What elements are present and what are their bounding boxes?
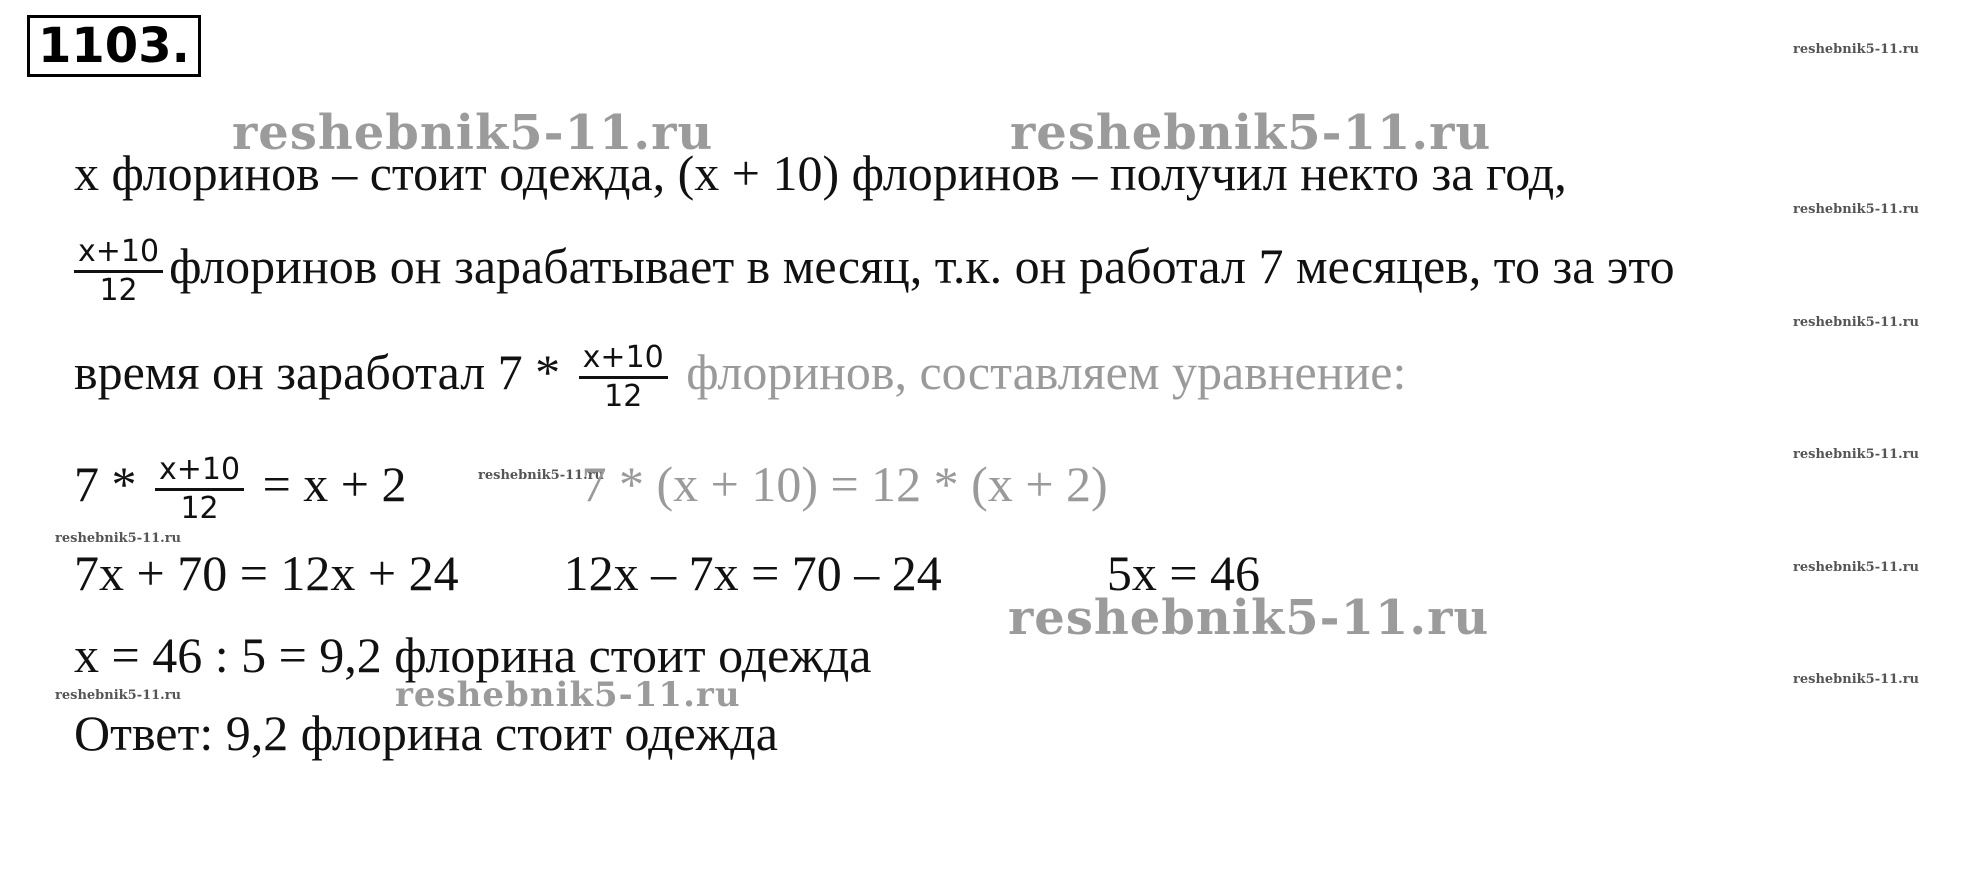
- watermark-small: reshebnik5-11.ru: [55, 688, 182, 703]
- fraction-numerator: x+10: [579, 340, 668, 379]
- watermark-small: reshebnik5-11.ru: [55, 531, 182, 546]
- line-3-prefix: время он заработал 7 *: [74, 343, 561, 400]
- line-3-suffix: флоринов, составляем уравнение:: [686, 343, 1407, 400]
- solution-line-1: x флоринов – стоит одежда, (x + 10) флоринов – получил некто за год,: [74, 145, 1567, 201]
- watermark-big: reshebnik5-11.ru: [395, 675, 741, 715]
- watermark-big: reshebnik5-11.ru: [232, 105, 714, 161]
- watermark-small: reshebnik5-11.ru: [1793, 42, 1920, 57]
- line-2-text: флоринов он зарабатывает в месяц, т.к. он работал 7 месяцев, то за это: [169, 237, 1675, 294]
- solution-line-4: [74, 452, 1108, 527]
- fraction: [155, 452, 244, 527]
- answer-line: Ответ: 9,2 флорина стоит одежда: [74, 705, 778, 761]
- watermark-small: reshebnik5-11.ru: [478, 468, 605, 483]
- solution-line-2: [74, 234, 1675, 309]
- solution-line-3: [74, 340, 1406, 415]
- watermark-small: reshebnik5-11.ru: [1793, 202, 1920, 217]
- watermark-small: reshebnik5-11.ru: [1793, 672, 1920, 687]
- watermark-small: reshebnik5-11.ru: [1793, 315, 1920, 330]
- watermark-big: reshebnik5-11.ru: [1010, 105, 1492, 161]
- line-4-prefix: 7 *: [74, 455, 137, 512]
- watermark-small: reshebnik5-11.ru: [1793, 560, 1920, 575]
- solution-line-5: [74, 543, 1260, 603]
- fraction: [74, 234, 163, 309]
- problem-number: 1103.: [27, 15, 201, 77]
- equation-expand: 7x + 70 = 12x + 24: [74, 545, 459, 601]
- fraction-denominator: 12: [180, 491, 219, 526]
- solution-line-6: x = 46 : 5 = 9,2 флорина стоит одежда: [74, 627, 872, 683]
- equation-simplify: 5x = 46: [1106, 545, 1261, 601]
- equation-2: 7 * (x + 10) = 12 * (x + 2): [581, 455, 1108, 512]
- fraction: [579, 340, 668, 415]
- equation-1-tail: = x + 2: [262, 455, 407, 512]
- equation-rearrange: 12x – 7x = 70 – 24: [563, 545, 942, 601]
- fraction-numerator: x+10: [155, 452, 244, 491]
- fraction-denominator: 12: [604, 379, 643, 414]
- watermark-big: reshebnik5-11.ru: [1008, 590, 1490, 646]
- fraction-numerator: x+10: [74, 234, 163, 273]
- fraction-denominator: 12: [99, 273, 138, 308]
- watermark-small: reshebnik5-11.ru: [1793, 447, 1920, 462]
